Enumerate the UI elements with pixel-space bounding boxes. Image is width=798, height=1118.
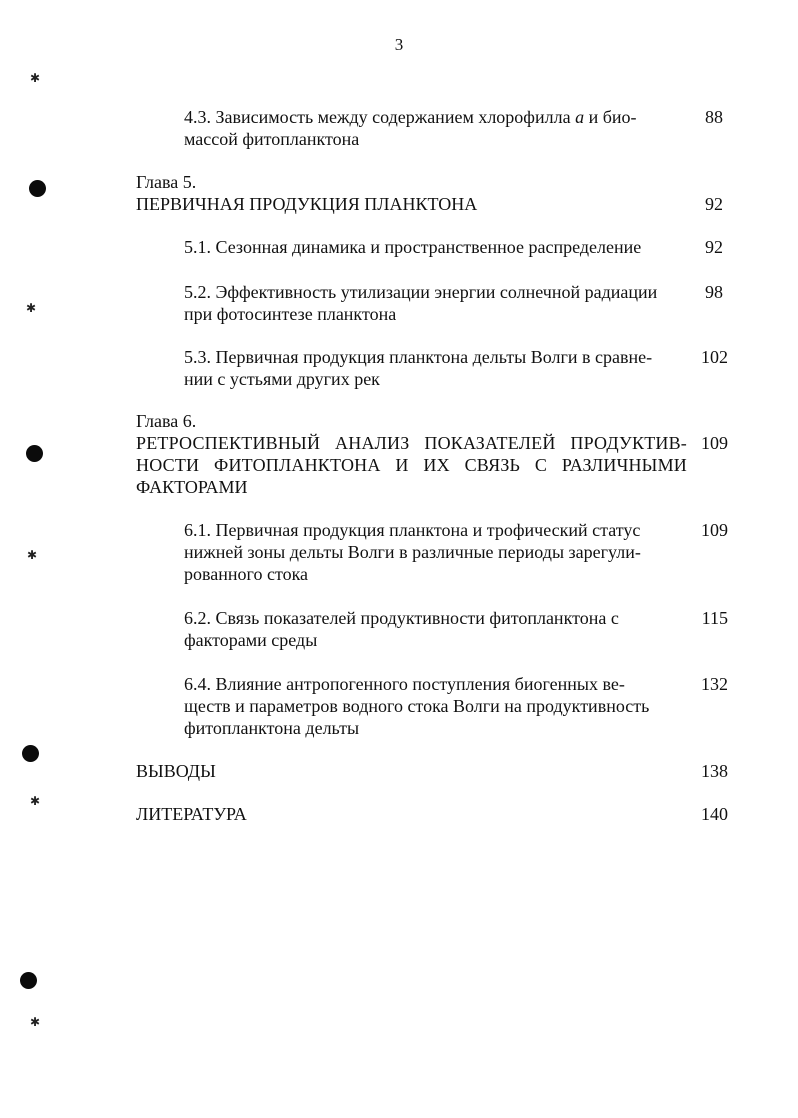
chapter-label: Глава 5.: [136, 172, 197, 192]
toc-entry-line: рованного стока: [184, 564, 309, 584]
binder-hole: [20, 972, 37, 989]
toc-entry-line: 6.4. Влияние антропогенного поступления биогенных ве-: [184, 674, 625, 694]
chapter-title-line: НОСТИ ФИТОПЛАНКТОНА И ИХ СВЯЗЬ С РАЗЛИЧНЫМИ: [136, 455, 687, 475]
chapter-title: [136, 432, 687, 498]
toc-page-number: 138: [701, 761, 728, 781]
toc-entry-line: 5.3. Первичная продукция планктона дельты Волги в сравне-: [184, 347, 653, 367]
binder-hole: [26, 445, 43, 462]
toc-page-number: 115: [701, 608, 728, 628]
toc-entry-line: массой фитопланктона: [184, 129, 360, 149]
toc-entry-literature: ЛИТЕРАТУРА: [136, 804, 247, 824]
chapter-title: ПЕРВИЧНАЯ ПРОДУКЦИЯ ПЛАНКТОНА: [136, 194, 478, 214]
scan-speck-icon: ✱: [30, 1015, 41, 1029]
toc-entry-line: ществ и параметров водного стока Волги на продуктивность: [184, 696, 650, 716]
scan-speck-icon: ✱: [26, 301, 37, 315]
toc-entry-6-1: [184, 519, 688, 585]
toc-page-number: 92: [705, 237, 723, 257]
toc-entry-line: нии с устьями других рек: [184, 369, 380, 389]
toc-entry-6-2: [184, 607, 688, 651]
toc-entry-line: факторами среды: [184, 630, 318, 650]
toc-entry-line: при фотосинтезе планктона: [184, 304, 397, 324]
toc-entry-line: нижней зоны дельты Волги в различные периоды зарегули-: [184, 542, 641, 562]
chapter-title-line: РЕТРОСПЕКТИВНЫЙ АНАЛИЗ ПОКАЗАТЕЛЕЙ ПРОДУКТИВ-: [136, 433, 687, 453]
toc-page-number: 132: [701, 674, 728, 694]
toc-entry-line: 6.2. Связь показателей продуктивности фитопланктона с: [184, 608, 619, 628]
toc-page-number: 140: [701, 804, 728, 824]
page-number: 3: [394, 35, 404, 54]
chapter-title-line: ФАКТОРАМИ: [136, 477, 248, 497]
toc-page-number: 109: [701, 520, 728, 540]
binder-hole: [29, 180, 46, 197]
toc-page-number: 109: [701, 433, 728, 453]
toc-entry-line: 6.1. Первичная продукция планктона и трофический статус: [184, 520, 641, 540]
toc-entry-conclusions: ВЫВОДЫ: [136, 761, 216, 781]
toc-page-number: 92: [705, 194, 723, 214]
toc-entry-line: 4.3. Зависимость между содержанием хлорофилла a и био-: [184, 107, 637, 127]
toc-entry-line: 5.2. Эффективность утилизации энергии солнечной радиации: [184, 282, 658, 302]
toc-page-number: 102: [701, 347, 728, 367]
scan-speck-icon: ✱: [27, 548, 38, 562]
toc-entry-5-2: [184, 281, 688, 325]
scan-speck-icon: ✱: [30, 794, 41, 808]
toc-entry-5-1: 5.1. Сезонная динамика и пространственное распределение: [184, 237, 642, 257]
toc-entry-4-3: [184, 106, 688, 150]
toc-entry-line: фитопланктона дельты: [184, 718, 360, 738]
binder-hole: [22, 745, 39, 762]
toc-page-number: 88: [705, 107, 723, 127]
chapter-label: Глава 6.: [136, 411, 197, 431]
scan-speck-icon: ✱: [30, 71, 41, 85]
toc-entry-6-4: [184, 673, 688, 739]
toc-page-number: 98: [705, 282, 723, 302]
toc-entry-5-3: [184, 346, 688, 390]
